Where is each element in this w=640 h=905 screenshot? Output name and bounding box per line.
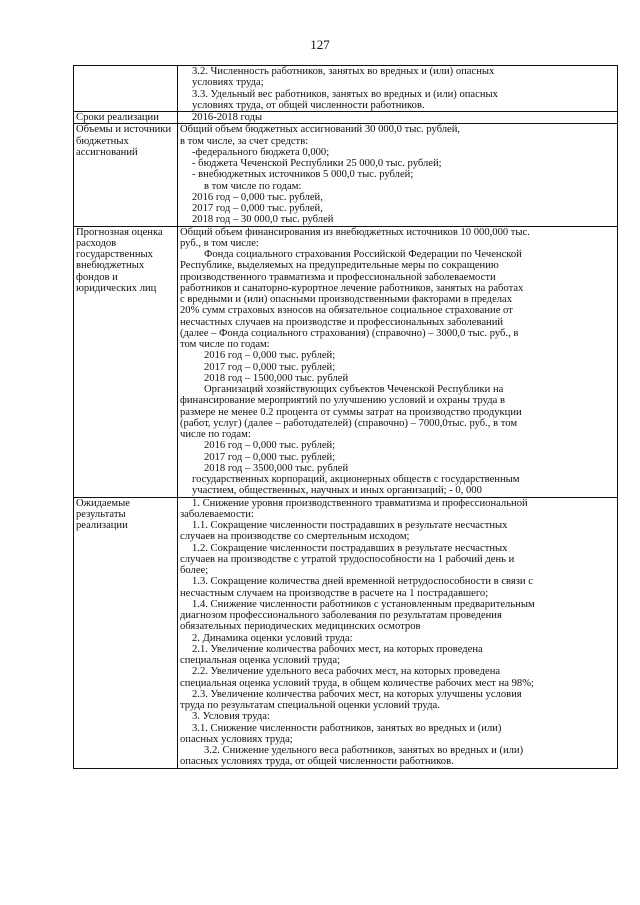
content-line: участием, общественных, научных и иных организаций; - 0, 000	[192, 485, 482, 497]
content-line: 2016 год – 0,000 тыс. рублей;	[204, 440, 336, 452]
content-line: 2.2. Увеличение удельного веса рабочих мест, на которых проведена	[192, 666, 501, 678]
content-line: 2018 год – 30 000,0 тыс. рублей	[192, 214, 334, 226]
content-line: условиях труда, от общей численности работников.	[192, 99, 425, 111]
content-line: опасных условиях труда, от общей численности работников.	[180, 756, 454, 768]
row-label: Ожидаемые результаты реализации	[74, 497, 178, 768]
content-line: с вредными и (или) опасными производственными факторами в пределах	[180, 294, 513, 305]
content-line: 1. Снижение уровня производственного травматизма и профессиональной	[192, 497, 528, 509]
content-line: руб., в том числе:	[180, 237, 259, 249]
row-label	[74, 66, 178, 112]
content-line: 20% сумм страховых взносов на обязательное социальное страхование от	[180, 305, 513, 317]
content-line: 2. Динамика оценки условий труда:	[192, 632, 353, 644]
content-line: 2018 год – 1500,000 тыс. рублей	[204, 372, 349, 384]
content-line: числе по годам:	[180, 429, 251, 440]
content-line: -федерального бюджета 0,000;	[192, 146, 330, 158]
passport-table-body	[74, 66, 618, 769]
row-label: Прогнозная оценка расходов государственных внебюджетных фондов и юридических лиц	[74, 226, 178, 497]
content-line: производственного травматизма и профессиональной заболеваемости	[180, 271, 496, 283]
row-content	[178, 124, 618, 226]
content-line: в том числе, за счет средств:	[180, 135, 309, 147]
content-line: государственных корпораций, акционерных обществ с государственным	[192, 474, 520, 485]
program-passport-table	[73, 65, 618, 769]
content-line: условиях труда;	[192, 77, 264, 89]
content-line: (работ, услуг) (далее – работодателей) (справочно) – 7000,0тыс. руб., в том	[180, 417, 518, 429]
content-line: специальная оценка условий труда, в общем количестве рабочих мест на 98%;	[180, 677, 534, 689]
content-line: Общий объем бюджетных ассигнований 30 000,0 тыс. рублей,	[180, 124, 461, 136]
content-line: случаев на производстве с утратой трудоспособности на 1 рабочий день и	[180, 553, 515, 565]
row-label: Объемы и источники бюджетных ассигнований	[74, 124, 178, 226]
content-line: Общий объем финансирования из внебюджетных источников 10 000,000 тыс.	[180, 226, 530, 238]
content-line: 2017 год – 0,000 тыс. рублей,	[192, 203, 323, 214]
content-line: финансирование мероприятий по улучшению условий и охраны труда в	[180, 395, 505, 407]
content-line: 3.2. Численность работников, занятых во вредных и (или) опасных	[192, 66, 495, 77]
content-line: 1.1. Сокращение численности пострадавших в результате несчастных	[192, 520, 508, 531]
table-row	[74, 497, 618, 768]
content-line: том числе по годам:	[180, 339, 270, 350]
content-line: 3. Условия труда:	[192, 711, 270, 723]
content-line: Республике, выделяемых на предупредительные меры по сокращению	[180, 260, 499, 272]
content-line: 1.3. Сокращение количества дней временной нетрудоспособности в связи с	[192, 576, 533, 588]
content-line: Организаций хозяйствующих субъектов Чеченской Республики на	[204, 384, 504, 395]
content-line: диагнозом профессионального заболевания по результатам проведения	[180, 610, 502, 621]
content-line: 2.3. Увеличение количества рабочих мест, на которых улучшены условия	[192, 688, 522, 700]
content-line: случаев на производстве со смертельным исходом;	[180, 531, 410, 543]
content-line: 2017 год – 0,000 тыс. рублей;	[204, 451, 336, 463]
row-content	[178, 226, 618, 497]
content-line: 2016-2018 годы	[192, 112, 263, 123]
content-line: 2017 год – 0,000 тыс. рублей;	[204, 361, 336, 373]
content-line: 1.4. Снижение численности работников с установленным предварительным	[192, 598, 535, 610]
content-line: 3.3. Удельный вес работников, занятых во вредных и (или) опасных	[192, 88, 498, 100]
content-line: специальная оценка условий труда;	[180, 655, 341, 666]
content-line: 2018 год – 3500,000 тыс. рублей	[204, 462, 349, 474]
content-line: несчастным случаем на производстве в расчете на 1 пострадавшего;	[180, 587, 489, 599]
content-line: 2016 год – 0,000 тыс. рублей,	[192, 191, 323, 203]
content-line: 3.1. Снижение численности работников, занятых во вредных и (или)	[192, 722, 502, 734]
content-line: Фонда социального страхования Российской Федерации по Чеченской	[204, 249, 522, 260]
content-line: опасных условиях труда;	[180, 733, 293, 745]
content-line: более;	[180, 565, 209, 576]
content-line: в том числе по годам:	[204, 180, 302, 192]
content-line: работников и санаторно-курортное лечение работников, занятых на работах	[180, 282, 524, 294]
content-line: (далее – Фонда социального страхования) (справочно) – 3000,0 тыс. руб., в	[180, 327, 519, 339]
content-line: 2.1. Увеличение количества рабочих мест, на которых проведена	[192, 643, 483, 655]
row-content	[178, 66, 618, 112]
row-content	[178, 497, 618, 768]
table-row	[74, 124, 618, 226]
content-line: - бюджета Чеченской Республики 25 000,0 тыс. рублей;	[192, 158, 442, 169]
page-number: 127	[310, 37, 330, 52]
row-label: Сроки реализации	[74, 112, 178, 124]
content-line: 2016 год – 0,000 тыс. рублей;	[204, 350, 336, 362]
row-content	[178, 112, 618, 124]
content-line: - внебюджетных источников 5 000,0 тыс. рублей;	[192, 169, 414, 181]
content-line: 1.2. Сокращение численности пострадавших в результате несчастных	[192, 542, 508, 554]
content-line: размере не менее 0.2 процента от суммы затрат на производство продукции	[180, 406, 522, 418]
table-row	[74, 112, 618, 124]
content-line: 3.2. Снижение удельного веса работников, занятых во вредных и (или)	[204, 745, 524, 756]
table-row	[74, 66, 618, 112]
content-line: труда по результатам специальной оценки условий труда.	[180, 700, 440, 711]
content-line: обязательных периодических медицинских осмотров	[180, 621, 421, 633]
content-line: заболеваемости:	[180, 508, 254, 520]
content-line: несчастных случаев на производстве и профессиональных заболеваний	[180, 316, 504, 328]
table-row	[74, 226, 618, 497]
